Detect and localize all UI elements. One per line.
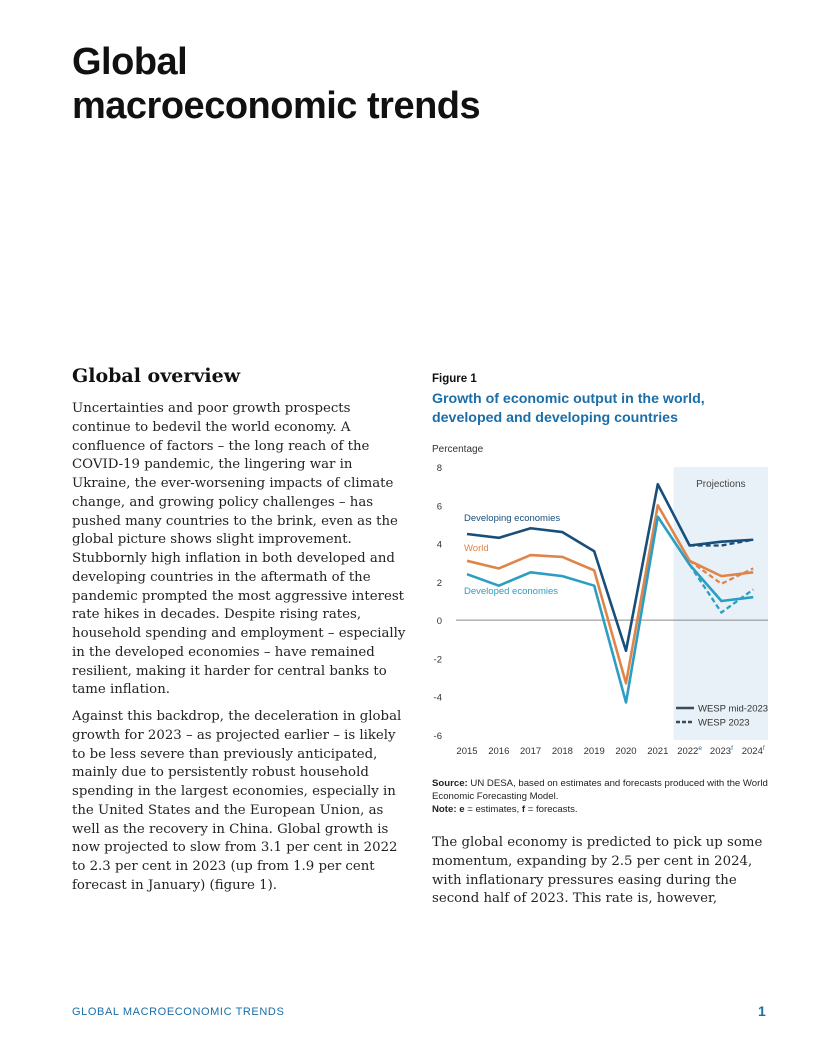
series-label-world: World bbox=[464, 542, 489, 554]
growth-line-chart bbox=[426, 440, 772, 762]
figure-source bbox=[432, 777, 777, 803]
series-label-developing-economies: Developing economies bbox=[464, 513, 561, 524]
y-tick-label-2: 2 bbox=[436, 577, 442, 589]
y-tick-label-2: -2 bbox=[433, 654, 442, 666]
body-paragraph-1: Uncertainties and poor growth prospects continue to bedevil the world economy. A confluence of factors – the long reach of the COVID-19 pandemic, the lingering war in Ukraine, the ever-worsening impacts of climate change, and growing policy challenges – has pushed many countries to the brink, even as the global picture shows slight improvement. Stubbornly high inflation in both developed and developing countries in the aftermath of the pandemic prompted the most aggressive interest rate hikes in decades. Despite rising rates, household spending and employment – especially in the developed economies – have remained resilient, making it harder for central banks to tame inflation. bbox=[72, 401, 406, 698]
figure-notes bbox=[432, 777, 777, 816]
figure-label: Figure 1 bbox=[432, 373, 477, 385]
x-tick-label-2022: 2022e bbox=[677, 745, 702, 757]
y-tick-label-4: 4 bbox=[436, 539, 442, 551]
series-label-developed-economies: Developed economies bbox=[464, 586, 559, 598]
figure-title: Growth of economic output in the world, developed and developing countries bbox=[432, 391, 705, 426]
note-f: f bbox=[521, 804, 526, 815]
x-tick-label-2018: 2018 bbox=[551, 746, 573, 757]
legend-label-wesp-mid-2023: WESP mid-2023 bbox=[698, 703, 769, 715]
page-title bbox=[72, 40, 632, 128]
y-tick-label-6: -6 bbox=[433, 731, 442, 742]
x-tick-label-2019: 2019 bbox=[583, 746, 605, 757]
y-tick-label-8: 8 bbox=[436, 463, 442, 474]
projections-label: Projections bbox=[696, 479, 746, 490]
body-paragraph-3: The global economy is predicted to pick up some momentum, expanding by 2.5 per cent in 2024, with inflationary pressures easing during the second half of 2023. This rate is, however, bbox=[432, 835, 763, 907]
y-axis-title: Percentage bbox=[432, 444, 484, 455]
x-tick-label-2020: 2020 bbox=[615, 746, 637, 757]
running-head: GLOBAL MACROECONOMIC TRENDS bbox=[72, 1006, 285, 1018]
x-tick-label-2023: 2023$^f$ bbox=[709, 745, 733, 757]
y-tick-label-6: 6 bbox=[436, 501, 442, 513]
page-number: 1 bbox=[758, 1003, 766, 1019]
page-title-line-2: macroeconomic trends bbox=[72, 85, 481, 127]
page-title-line-1: Global bbox=[72, 41, 188, 83]
note-end: = forecasts. bbox=[525, 804, 578, 815]
left-text-column bbox=[72, 400, 410, 904]
source-text: UN DESA, based on estimates and forecasts produced with the World Economic Forecasting Model. bbox=[432, 778, 768, 802]
right-text-column bbox=[432, 834, 770, 909]
section-heading: Global overview bbox=[72, 365, 241, 387]
note-label: Note: bbox=[432, 804, 457, 815]
note-e: e bbox=[459, 804, 465, 815]
x-tick-label-2021: 2021 bbox=[647, 746, 669, 757]
y-tick-label-0: 0 bbox=[436, 616, 442, 628]
legend-label-wesp-2023: WESP 2023 bbox=[698, 717, 750, 729]
figure-note bbox=[432, 803, 777, 816]
note-mid: = estimates, bbox=[464, 804, 522, 815]
y-tick-label-4: -4 bbox=[433, 692, 442, 704]
projections-band bbox=[674, 467, 768, 740]
body-paragraph-2: Against this backdrop, the deceleration in global growth for 2023 – as projected earlier – is likely to be less severe than previously anticipated, mainly due to persistently robust household spending in the largest economies, especially in the United States and the European Union, as well as the recovery in China. Global growth is now projected to slow from 3.1 per cent in 2022 to 2.3 per cent in 2023 (up from 1.9 per cent forecast in January) (figure 1). bbox=[72, 709, 402, 893]
x-tick-label-2017: 2017 bbox=[520, 746, 542, 757]
x-tick-label-2016: 2016 bbox=[488, 746, 510, 757]
x-tick-label-2015: 2015 bbox=[456, 746, 478, 757]
x-tick-label-2024: 2024$^f$ bbox=[741, 745, 765, 757]
source-label: Source: bbox=[432, 778, 468, 789]
